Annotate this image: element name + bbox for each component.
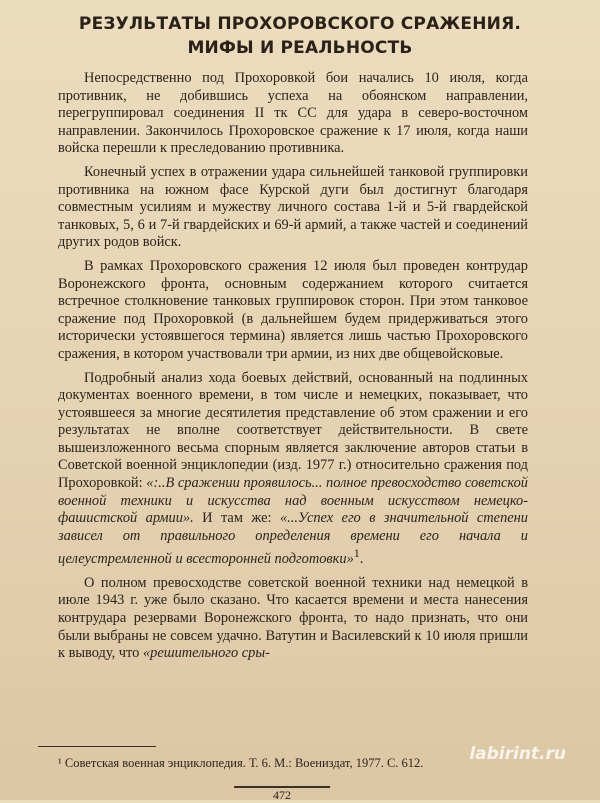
footnote-ref: 1 [353,546,360,561]
chapter-heading [0,12,600,60]
paragraph-5 [58,575,528,663]
heading-line-2: МИФЫ И РЕАЛЬНОСТЬ [187,38,413,58]
quote-2: «...Успех его в значительной степени зависел от правильного определения времени его начала и целеустремленной и всесторонней подготовки» [58,510,528,568]
footnote-divider [38,746,156,747]
quote-1: «:..В сражении проявилось... полное превосходство советской военной техники и искусства над военным искусством немецко-фашистской армии». [58,475,528,527]
quote-3: «решительного сры- [142,645,270,662]
watermark-logo: labirint.ru [469,744,566,764]
paragraph-3: В рамках Прохоровского сражения 12 июля был проведен контрудар Воронежского фронта, основным содержанием которого считается встречное столкновение танковых группировок сторон. При этом танковое сражение под Прохоровкой (в дальнейшем будем придерживаться этого исторически устоявшегося термина) является лишь частью Прохоровского сражения, в котором участвовали три армии, из них две общевойсковые. [58,257,528,362]
body-text [58,70,528,669]
heading-line-1: РЕЗУЛЬТАТЫ ПРОХОРОВСКОГО СРАЖЕНИЯ. [78,14,522,34]
paragraph-4-text-b: И там же: [193,510,280,527]
footnote: ¹ Советская военная энциклопедия. Т. 6. М.: Воениздат, 1977. С. 612. [58,756,424,770]
paragraph-1: Непосредственно под Прохоровкой бои начались 10 июля, когда противник, не добившись успеха на обоянском направлении, перегруппировал соединения II тк СС для удара в северо-восточном направлении. Закончилось Прохоровское сражение к 17 июля, когда наши войска перешли к преследованию противника. [58,70,528,157]
paragraph-4-text-c: . [359,551,364,568]
paragraph-2: Конечный успех в отражении удара сильнейшей танковой группировки противника на южном фасе Курской дуги был достигнут благодаря совместным усилиям и мужеству личного состава 1-й и 5-й гвардейской танковых, 5, 6 и 7-й гвардейских и 69-й армий, а также частей и соединений других родов войск. [58,163,528,251]
paragraph-4 [58,370,528,569]
page-number: 472 [273,788,291,802]
paragraph-4-text-a: Подробный анализ хода боевых действий, основанный на подлинных документах военного времени, в том числе и немецких, показывает, что устоявшееся за многие десятилетия представление об этом сражении и его результатах не вполне соответствует действительности. В свете вышеизложенного весьма спорным является заключение авторов статьи в Советской военной энциклопедии (изд. 1977 г.) относительно сражения под Прохоровкой: [58,369,528,492]
paragraph-5-text: О полном превосходстве советской военной техники над немецкой в июле 1943 г. уже было сказано. Что касается времени и места нанесения контрудара резервами Воронежского фронта, то надо признать, что они были выбраны не совсем удачно. Ватутин и Василевский к 10 июля пришли к выводу, что [58,574,528,662]
